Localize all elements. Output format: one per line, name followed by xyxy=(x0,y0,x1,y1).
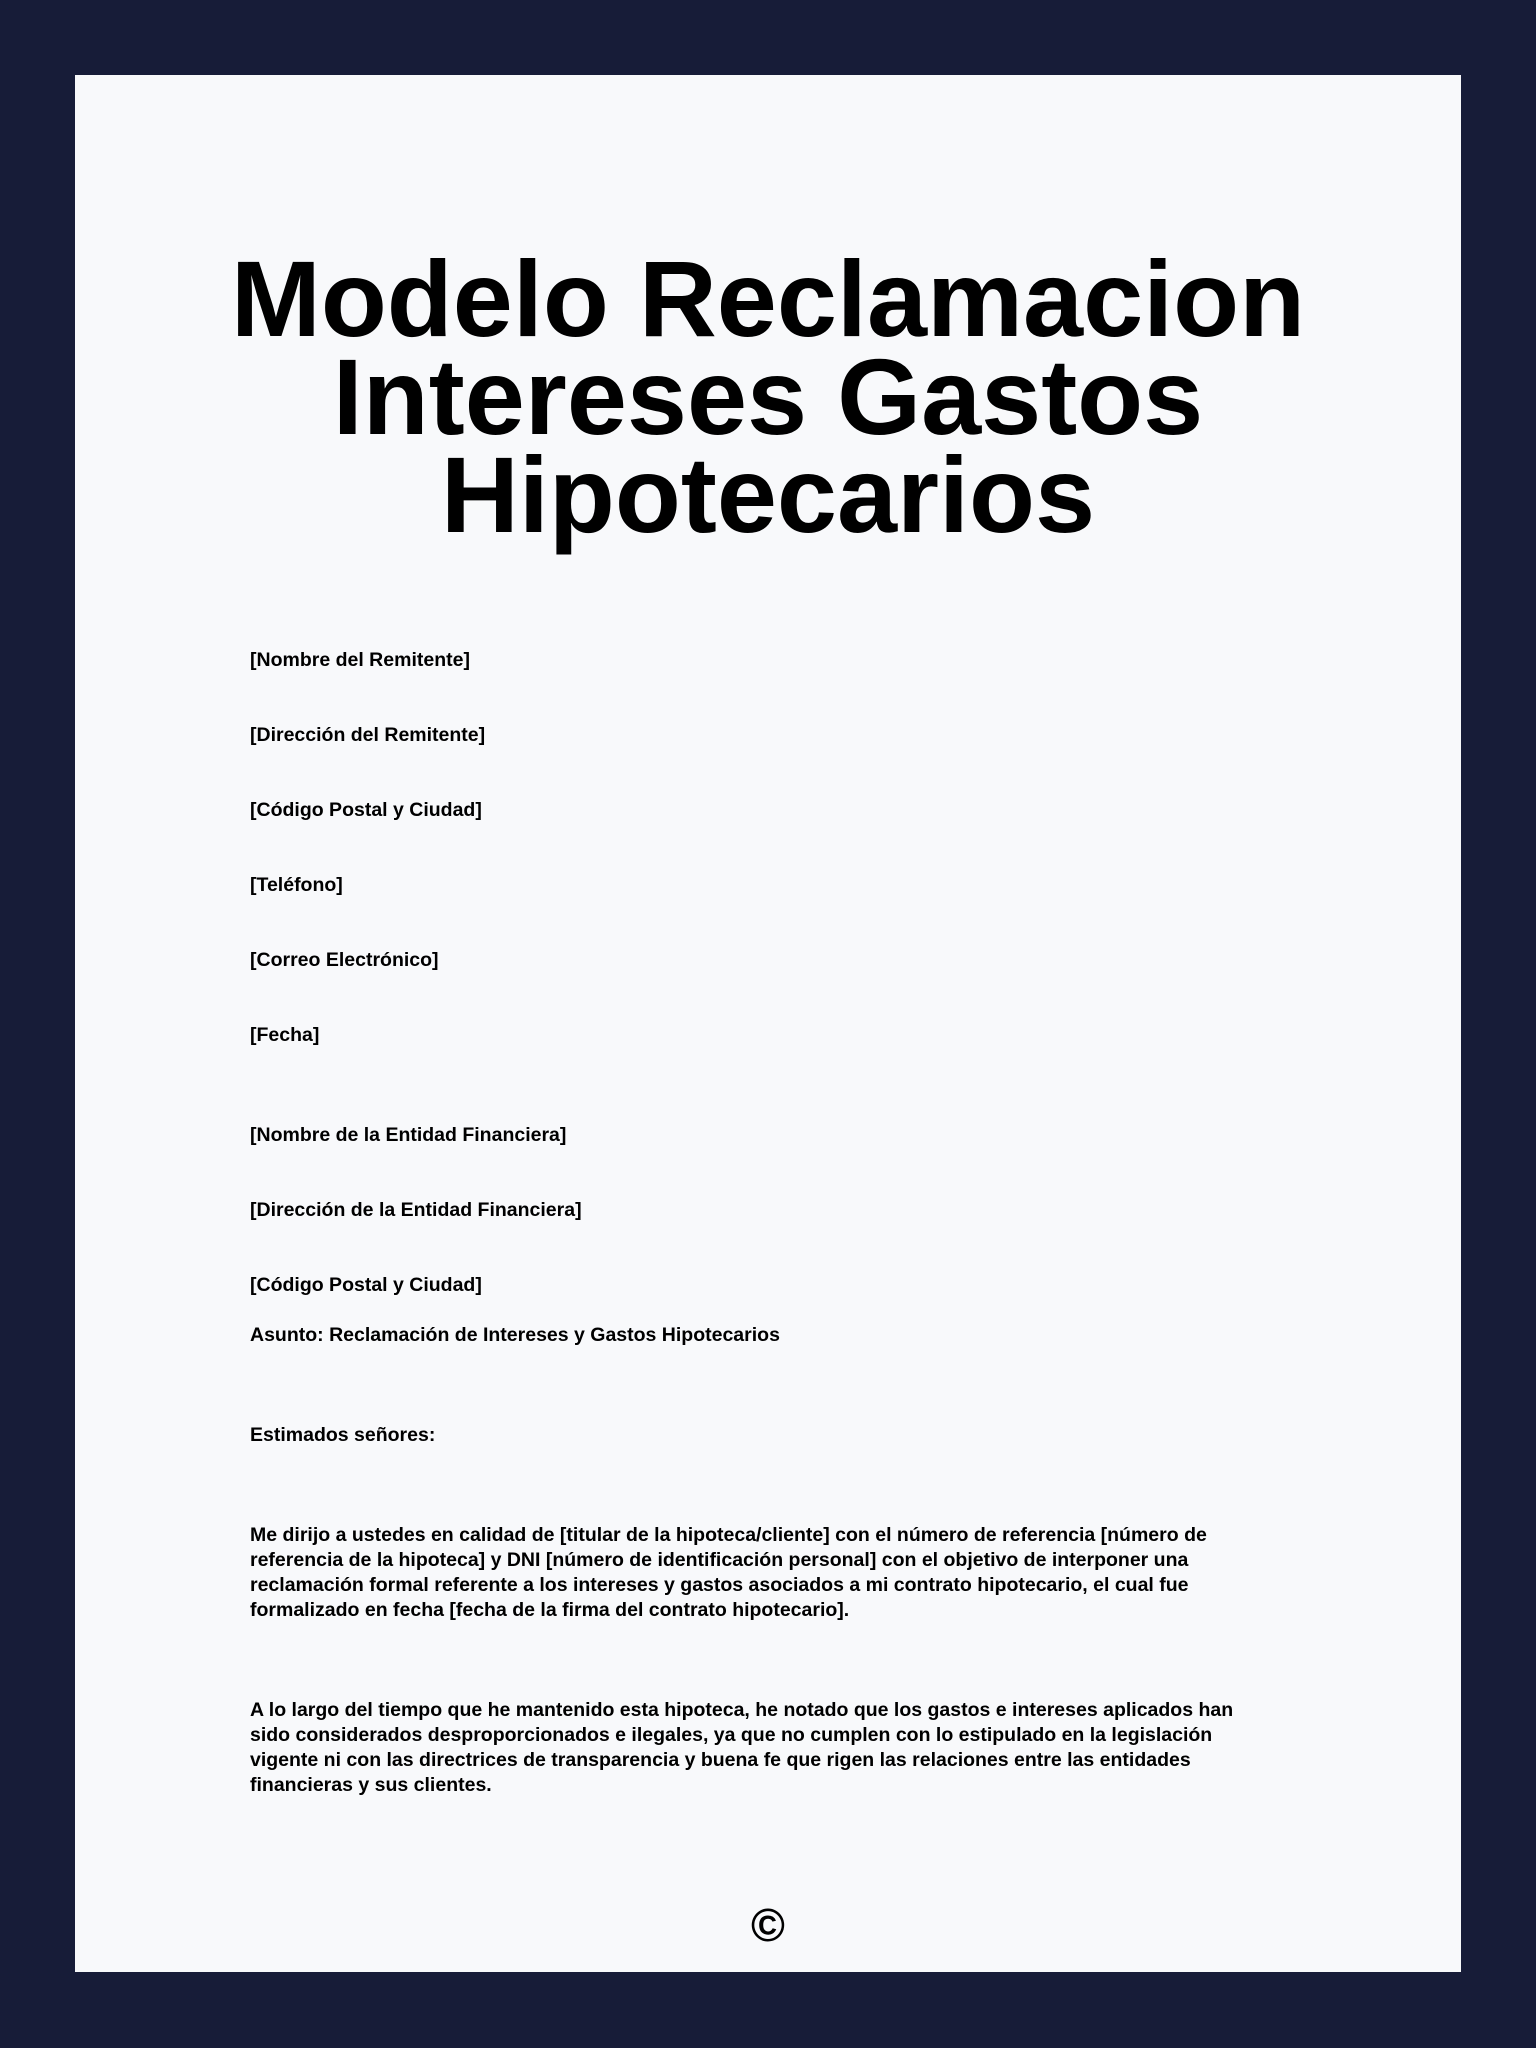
title-line-1: Modelo Reclamacion xyxy=(230,238,1306,359)
paragraph-line: financieras y sus clientes. xyxy=(250,1774,492,1796)
sender-address: [Dirección del Remitente] xyxy=(250,724,486,746)
title-line-2: Intereses Gastos xyxy=(332,336,1204,457)
letter-date: [Fecha] xyxy=(250,1024,320,1046)
paragraph-line: A lo largo del tiempo que he mantenido esta hipoteca, he notado que los gastos e intereses aplicados han xyxy=(250,1699,1234,1721)
recipient-postal-city: [Código Postal y Ciudad] xyxy=(250,1274,482,1296)
greeting: Estimados señores: xyxy=(250,1424,436,1446)
copyright-icon: © xyxy=(751,1899,785,1951)
paragraph-line: vigente ni con las directrices de transparencia y buena fe que rigen las relaciones entre las entidades xyxy=(250,1749,1191,1771)
body-paragraph-2 xyxy=(250,1698,1350,1798)
sender-name: [Nombre del Remitente] xyxy=(250,649,470,671)
sender-email: [Correo Electrónico] xyxy=(250,949,439,971)
document-page xyxy=(75,75,1461,1972)
sender-phone: [Teléfono] xyxy=(250,874,343,896)
paragraph-line: reclamación formal referente a los intereses y gastos asociados a mi contrato hipotecario, el cual fue xyxy=(250,1574,1189,1596)
recipient-address: [Dirección de la Entidad Financiera] xyxy=(250,1199,582,1221)
paragraph-line: formalizado en fecha [fecha de la firma del contrato hipotecario]. xyxy=(250,1599,850,1621)
sender-postal-city: [Código Postal y Ciudad] xyxy=(250,799,482,821)
subject-line: Asunto: Reclamación de Intereses y Gastos Hipotecarios xyxy=(250,1324,780,1346)
title-line-3: Hipotecarios xyxy=(440,434,1096,555)
body-paragraph-1 xyxy=(250,1523,1350,1623)
document-title xyxy=(75,238,1461,555)
paragraph-line: sido considerados desproporcionados e ilegales, ya que no cumplen con lo estipulado en la legislación xyxy=(250,1724,1213,1746)
paragraph-line: referencia de la hipoteca] y DNI [número de identificación personal] con el objetivo de interponer una xyxy=(250,1549,1189,1571)
paragraph-line: Me dirijo a ustedes en calidad de [titular de la hipoteca/cliente] con el número de referencia [número de xyxy=(250,1524,1207,1546)
recipient-name: [Nombre de la Entidad Financiera] xyxy=(250,1124,567,1146)
